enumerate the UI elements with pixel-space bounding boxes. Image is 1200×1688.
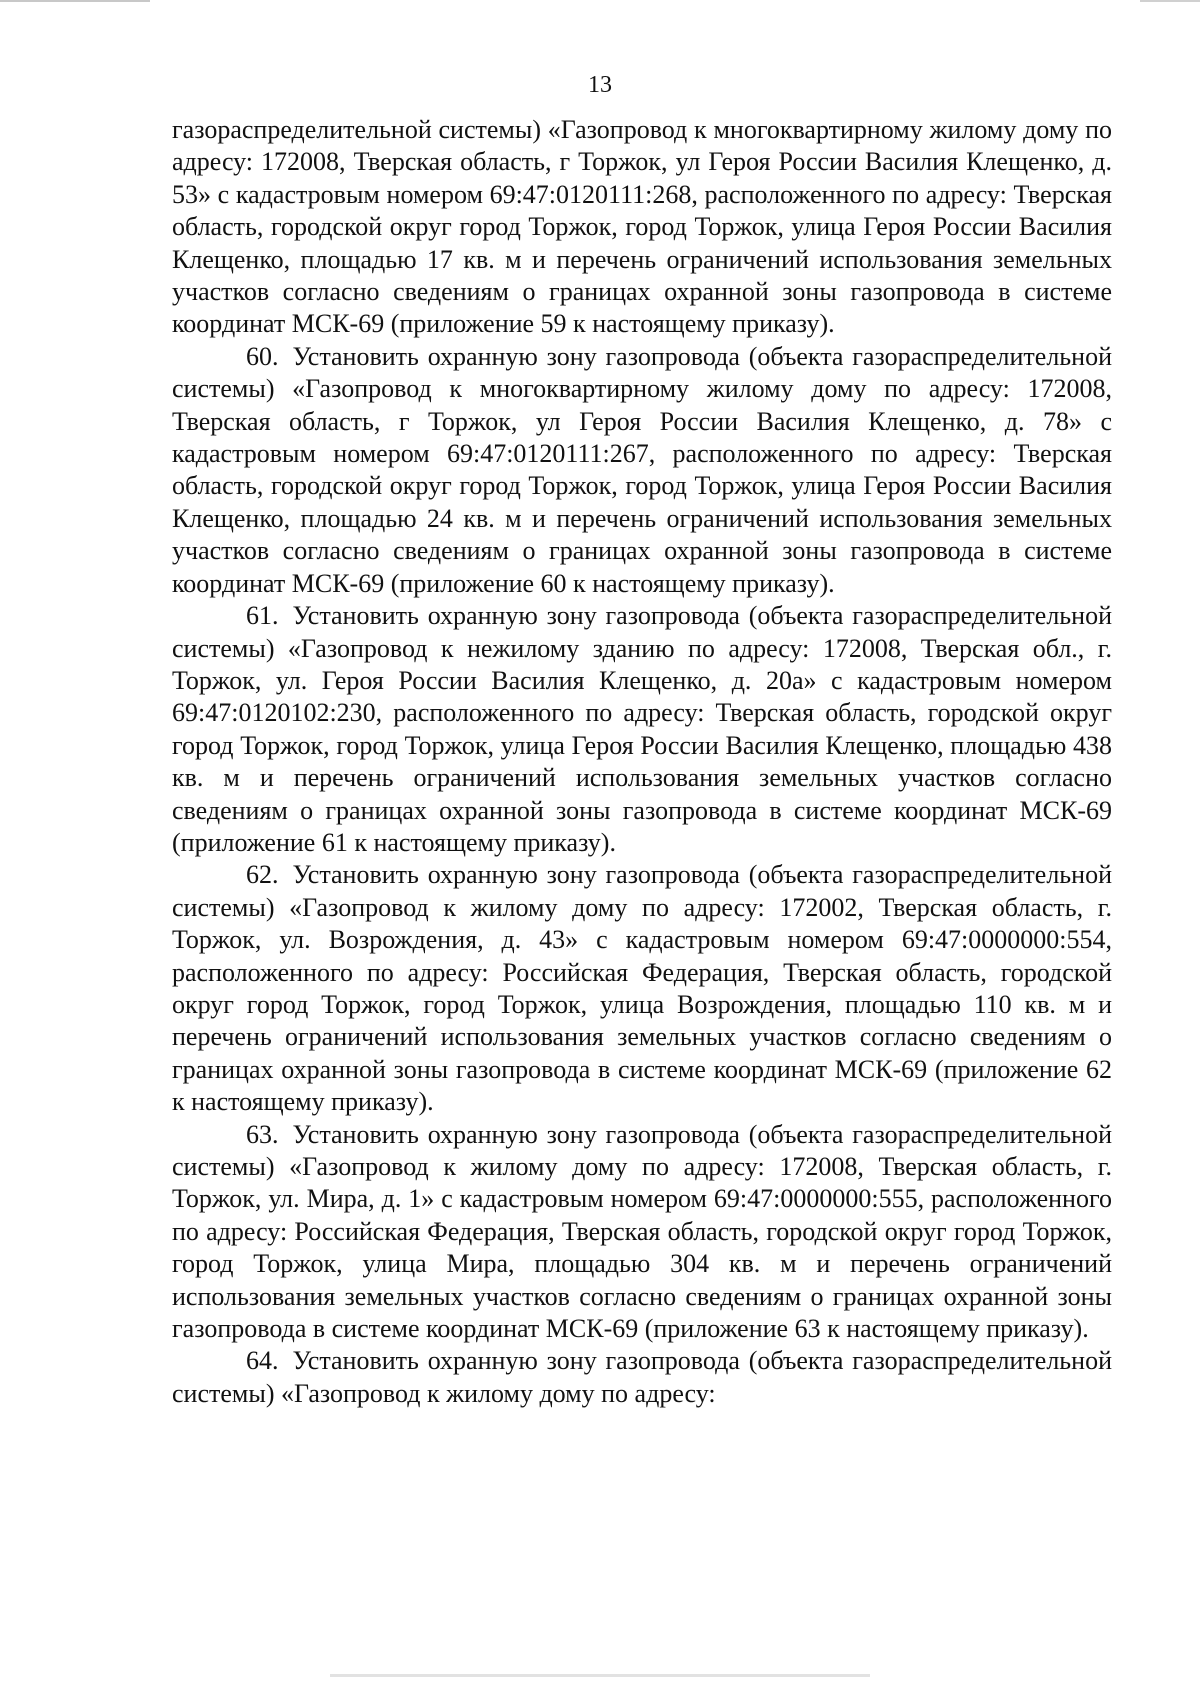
paragraph-64 — [172, 1345, 1112, 1410]
paragraph-number: 61. — [246, 601, 279, 631]
page-number: 13 — [588, 72, 612, 98]
document-body — [172, 114, 1112, 1410]
paragraph-text: Установить охранную зону газопровода (объекта газораспределительной системы) «Газопровод к нежилому зданию по адресу: 172008, Тверская обл., г. Торжок, ул. Героя России Василия Клещенко, д. 20а» с кадастровым номером 69:47:0120102:230, расположенного по адресу: Тверская область, городской округ город Торжок, город Торжок, улица Героя России Василия Клещенко, площадью 438 кв. м и перечень ограничений использования земельных участков согласно сведениям о границах охранной зоны газопровода в системе координат МСК-69 (приложение 61 к настоящему приказу). — [172, 601, 1112, 857]
paragraph-62 — [172, 859, 1112, 1118]
paragraph-61 — [172, 600, 1112, 859]
paragraph-text: Установить охранную зону газопровода (объекта газораспределительной системы) «Газопровод к многоквартирному жилому дому по адресу: 172008, Тверская область, г Торжок, ул Героя России Василия Клещенко, д. 78» с кадастровым номером 69:47:0120111:267, расположенного по адресу: Тверская область, городской округ город Торжок, город Торжок, улица Героя России Василия Клещенко, площадью 24 кв. м и перечень ограничений использования земельных участков согласно сведениям о границах охранной зоны газопровода в системе координат МСК-69 (приложение 60 к настоящему приказу). — [172, 341, 1112, 598]
paragraph-63 — [172, 1119, 1112, 1346]
scan-smudge — [330, 1674, 870, 1677]
paragraph-number: 63. — [246, 1119, 279, 1149]
paragraph-number: 60. — [246, 341, 279, 371]
paragraph-number: 62. — [246, 860, 279, 890]
paragraph-text: Установить охранную зону газопровода (объекта газораспределительной системы) «Газопровод к жилому дому по адресу: 172008, Тверская область, г. Торжок, ул. Мира, д. 1» с кадастровым номером 69:47:0000000:555, расположенного по адресу: Российская Федерация, Тверская область, городской округ город Торжок, город Торжок, улица Мира, площадью 304 кв. м и перечень ограничений использования земельных участков согласно сведениям о границах охранной зоны газопровода в системе координат МСК-69 (приложение 63 к настоящему приказу). — [172, 1119, 1112, 1344]
paragraph-text: Установить охранную зону газопровода (объекта газораспределительной системы) «Газопровод к жилому дому по адресу: 172002, Тверская область, г. Торжок, ул. Возрождения, д. 43» с кадастровым номером 69:47:0000000:554, расположенного по адресу: Российская Федерация, Тверская область, городской округ город Торжок, город Торжок, улица Возрождения, площадью 110 кв. м и перечень ограничений использования земельных участков согласно сведениям о границах охранной зоны газопровода в системе координат МСК-69 (приложение 62 к настоящему приказу). — [172, 860, 1112, 1117]
scan-edge-mark-right — [1140, 0, 1200, 2]
paragraph-text: Установить охранную зону газопровода (объекта газораспределительной системы) «Газопровод к жилому дому по адресу: — [172, 1346, 1112, 1408]
paragraph-text: газораспределительной системы) «Газопровод к многоквартирному жилому дому по адресу: 172008, Тверская область, г Торжок, ул Героя России Василия Клещенко, д. 53» с кадастровым номером 69:47:0120111:268, расположенного по адресу: Тверская область, городской округ город Торжок, город Торжок, улица Героя России Василия Клещенко, площадью 17 кв. м и перечень ограничений использования земельных участков согласно сведениям о границах охранной зоны газопровода в системе координат МСК-69 (приложение 59 к настоящему приказу). — [172, 115, 1112, 339]
paragraph-60 — [172, 341, 1112, 600]
paragraph-number: 64. — [246, 1346, 279, 1376]
paragraph-continuation — [172, 114, 1112, 341]
scan-edge-mark — [0, 0, 150, 2]
